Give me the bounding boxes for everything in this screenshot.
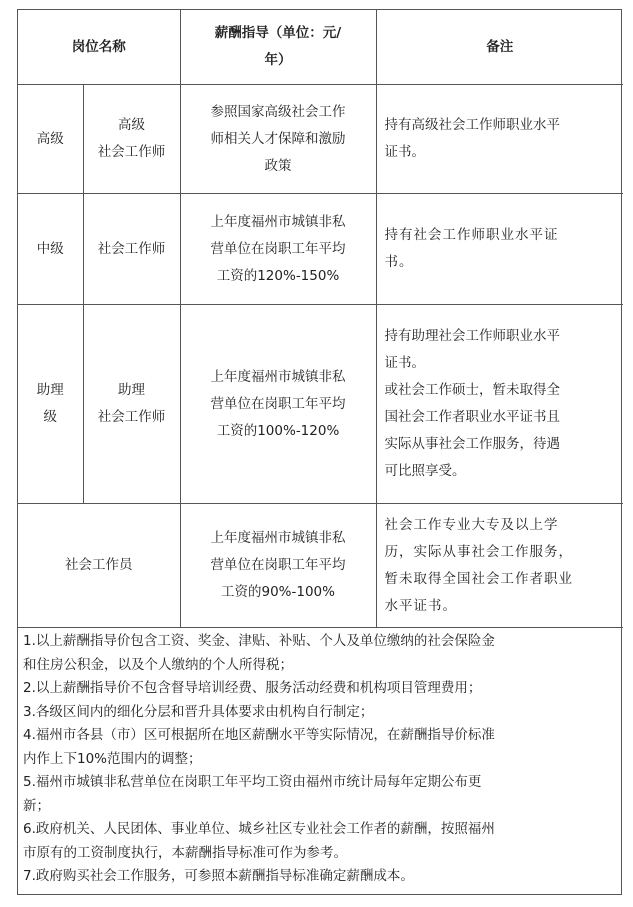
- title-line: 高级: [118, 117, 145, 133]
- title-line: 社会工作师: [97, 240, 166, 257]
- remark-line: 社会工作专业大专及以上学: [384, 516, 559, 533]
- note-line: 内作上下10%范围内的调整；: [23, 750, 202, 767]
- table-row: [18, 194, 623, 305]
- level-cell: [18, 305, 83, 504]
- salary-cell: [180, 85, 376, 194]
- salary-line: 工资的90%-100%: [221, 584, 335, 600]
- title-line: 社会工作师: [97, 409, 166, 425]
- header-salary-guide: [180, 10, 376, 85]
- salary-guide-document: [17, 9, 622, 895]
- salary-table: [18, 10, 623, 628]
- remark-line: 证书。: [384, 144, 425, 160]
- note-line: 5.福州市城镇非私营单位在岗职工年平均工资由福州市统计局每年定期公布更: [23, 774, 482, 790]
- header-salary-line: 薪酬指导（单位：元/: [214, 25, 342, 41]
- level-cell: 高级: [18, 85, 83, 194]
- remark-line: 水平证书。: [384, 597, 457, 614]
- note-line: 6.政府机关、人民团体、事业单位、城乡社区专业社会工作者的薪酬，按照福州: [23, 821, 495, 837]
- level-line: 助理: [36, 382, 64, 398]
- notes-section: [18, 628, 621, 889]
- title-line: 助理: [118, 382, 145, 398]
- salary-line: 参照国家高级社会工作: [210, 103, 346, 120]
- salary-line: 营单位在岗职工年平均: [210, 395, 346, 412]
- salary-line: 上年度福州市城镇非私: [210, 368, 346, 385]
- remark-line: 书。: [384, 254, 414, 270]
- remark-line: 实际从事社会工作服务，待遇: [384, 436, 560, 452]
- title-cell: [83, 85, 180, 194]
- note-line: 1.以上薪酬指导价包含工资、奖金、津贴、补贴、个人及单位缴纳的社会保险金: [23, 633, 495, 649]
- salary-cell: [180, 194, 376, 305]
- note-line: 和住房公积金，以及个人缴纳的个人所得税；: [23, 656, 293, 673]
- remark-line: 持有高级社会工作师职业水平: [384, 117, 560, 133]
- header-remark: 备注: [376, 10, 623, 85]
- remark-line: 国社会工作者职业水平证书且: [384, 409, 560, 425]
- remark-cell: [376, 504, 623, 628]
- remark-cell: [376, 194, 623, 305]
- title-line: 社会工作师: [97, 144, 166, 160]
- remark-line: 证书。: [384, 355, 425, 371]
- salary-line: 营单位在岗职工年平均: [210, 240, 346, 257]
- note-line: 新；: [23, 797, 50, 814]
- table-row: [18, 504, 623, 628]
- salary-line: 工资的100%-120%: [216, 422, 340, 439]
- remark-line: 或社会工作硕士，暂未取得全: [384, 382, 560, 398]
- salary-cell: [180, 305, 376, 504]
- note-line: 2.以上薪酬指导价不包含督导培训经费、服务活动经费和机构项目管理费用；: [23, 680, 482, 696]
- title-cell: 社会工作员: [18, 504, 180, 628]
- salary-line: 师相关人才保障和激励: [210, 130, 346, 147]
- salary-line: 上年度福州市城镇非私: [210, 530, 346, 546]
- remark-line: 暂未取得全国社会工作者职业: [384, 570, 573, 587]
- salary-line: 工资的120%-150%: [216, 267, 340, 284]
- salary-line: 上年度福州市城镇非私: [210, 213, 346, 230]
- note-line: 7.政府购买社会工作服务，可参照本薪酬指导标准确定薪酬成本。: [23, 868, 414, 884]
- note-line: 4.福州市各县（市）区可根据所在地区薪酬水平等实际情况，在薪酬指导价标准: [23, 727, 495, 743]
- note-line: 市原有的工资制度执行，本薪酬指导标准可作为参考。: [23, 844, 347, 861]
- note-line: 3.各级区间内的细化分层和晋升具体要求由机构自行制定；: [23, 703, 374, 720]
- remark-cell: [376, 305, 623, 504]
- salary-line: 营单位在岗职工年平均: [210, 557, 346, 573]
- table-header-row: [18, 10, 623, 85]
- header-position-name: 岗位名称: [18, 10, 180, 85]
- remark-line: 持有社会工作师职业水平证: [384, 227, 559, 243]
- remark-line: 可比照享受。: [384, 463, 466, 479]
- remark-cell: [376, 85, 623, 194]
- remark-line: 历，实际从事社会工作服务，: [384, 543, 573, 560]
- salary-cell: [180, 504, 376, 628]
- table-row: [18, 305, 623, 504]
- remark-line: 持有助理社会工作师职业水平: [384, 328, 560, 344]
- table-row: [18, 85, 623, 194]
- header-salary-line: 年）: [264, 52, 292, 68]
- title-cell: [83, 305, 180, 504]
- title-cell: [83, 194, 180, 305]
- level-line: 级: [43, 409, 57, 425]
- level-cell: 中级: [18, 194, 83, 305]
- salary-line: 政策: [264, 157, 292, 174]
